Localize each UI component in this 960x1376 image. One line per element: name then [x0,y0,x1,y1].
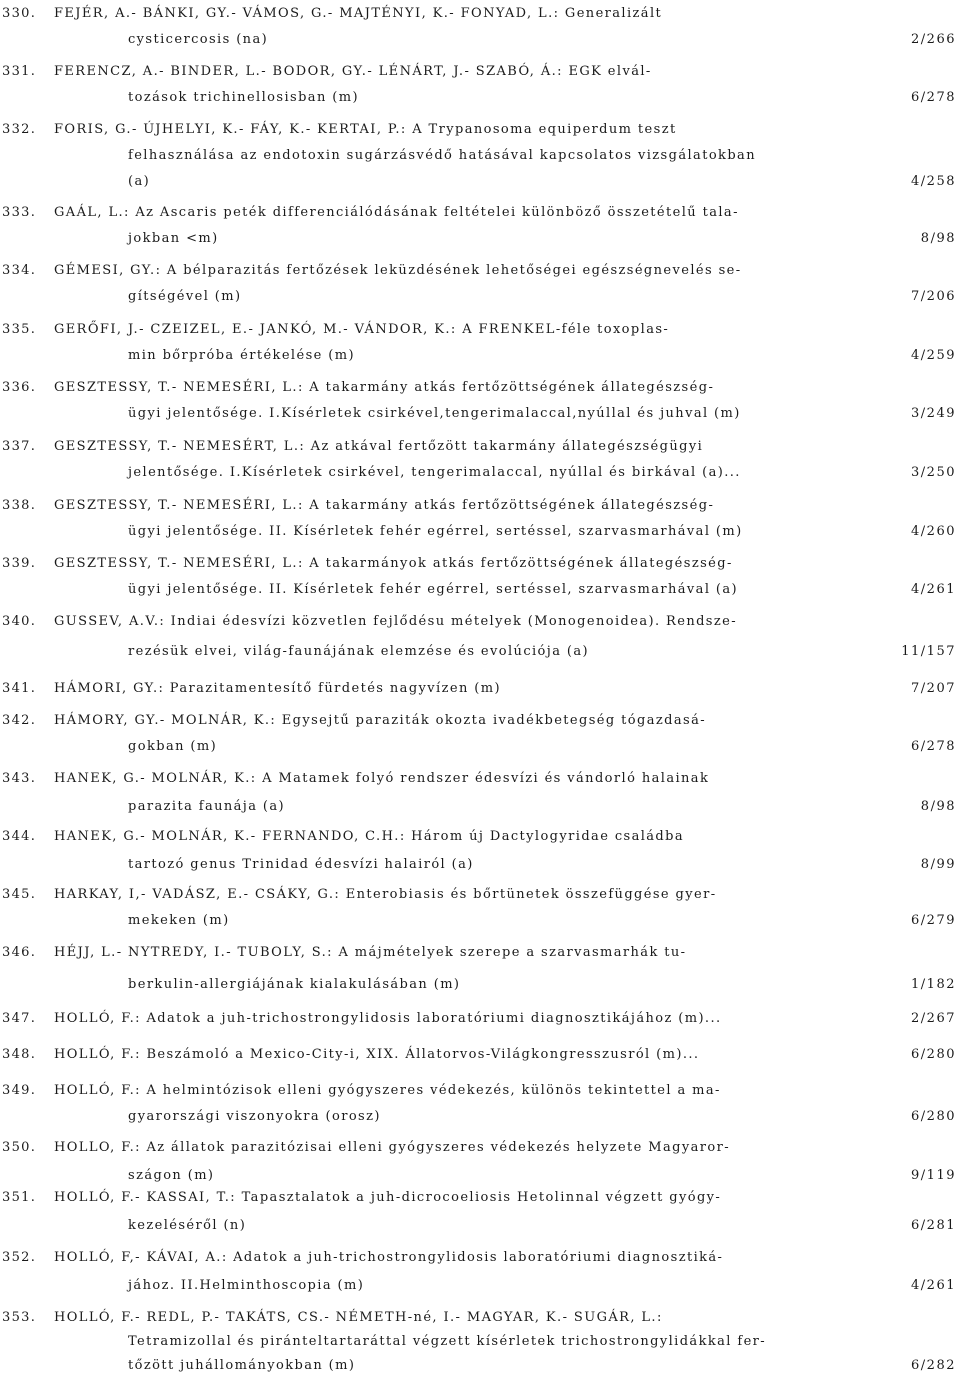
entry-line: gokban (m) [128,739,218,754]
issue-page-reference: 8/99 [920,857,956,872]
issue-page-reference: 6/280 [911,1109,956,1124]
entry-number: 348. [2,1047,37,1062]
entry-number: 352. [2,1250,37,1265]
entry-number: 335. [2,322,37,337]
issue-page-reference: 6/279 [911,913,956,928]
issue-page-reference: 2/267 [911,1011,956,1026]
entry-number: 331. [2,64,37,79]
entry-line: GAÁL, L.: Az Ascaris peték differenciálódásának feltételei különböző összetételű tala- [54,205,739,220]
issue-page-reference: 4/258 [911,174,956,189]
entry-number: 343. [2,771,37,786]
issue-page-reference: 3/250 [911,465,956,480]
entry-line: HANEK, G.- MOLNÁR, K.- FERNANDO, C.H.: Három új Dactylogyridae családba [54,829,685,844]
issue-page-reference: 6/280 [911,1047,956,1062]
entry-line: HOLLÓ, F.- REDL, P.- TAKÁTS, CS.- NÉMETH-né, I.- MAGYAR, K.- SUGÁR, L.: [54,1310,663,1325]
entry-number: 341. [2,681,37,696]
entry-line: HOLLÓ, F.: A helmintózisok elleni gyógyszeres védekezés, különös tekintettel a ma- [54,1083,721,1098]
entry-line: GESZTESSY, T.- NEMESÉRT, L.: Az atkával fertőzött takarmány állategészségügyi [54,439,704,454]
entry-number: 349. [2,1083,37,1098]
issue-page-reference: 7/207 [911,681,956,696]
entry-line: HOLLO, F.: Az állatok parazitózisai elleni gyógyszeres védekezés helyzete Magyaror- [54,1140,731,1155]
entry-line: GESZTESSY, T.- NEMESÉRI, L.: A takarmány atkás fertőzöttségének állategészség- [54,498,715,513]
entry-line: tartozó genus Trinidad édesvízi halairól (a) [128,857,474,872]
entry-number: 333. [2,205,37,220]
entry-line: tőzött juhállományokban (m) [128,1358,356,1373]
entry-line: gyarországi viszonyokra (orosz) [128,1109,381,1124]
entry-line: berkulin-allergiájának kialakulásában (m) [128,977,461,992]
entry-line: jokban <m) [128,231,219,246]
entry-line: Tetramizollal és piránteltartaráttal végzett kísérletek trichostrongylidákkal fer- [128,1334,767,1349]
entry-line: HÁMORI, GY.: Parazitamentesítő fürdetés nagyvízen (m) [54,681,501,696]
entry-line: parazita faunája (a) [128,799,286,814]
entry-line: GERŐFI, J.- CZEIZEL, E.- JANKÓ, M.- VÁNDOR, K.: A FRENKEL-féle toxoplas- [54,322,670,337]
entry-number: 340. [2,614,37,629]
entry-line: ügyi jelentősége. I.Kísérletek csirkével,tengerimalaccal,nyúllal és juhval (m) [128,406,741,421]
entry-number: 346. [2,945,37,960]
entry-number: 344. [2,829,37,844]
entry-number: 342. [2,713,37,728]
issue-page-reference: 7/206 [911,289,956,304]
entry-line: jához. II.Helminthoscopia (m) [128,1278,365,1293]
entry-line: jelentősége. I.Kísérletek csirkével, tengerimalaccal, nyúllal és birkával (a)... [128,465,741,480]
issue-page-reference: 1/182 [911,977,956,992]
entry-line: FEJÉR, A.- BÁNKI, GY.- VÁMOS, G.- MAJTÉNYI, K.- FONYAD, L.: Generalizált [54,6,663,21]
entry-line: rezésük elvei, világ-faunájának elemzése és evolúciója (a) [128,644,589,659]
entry-line: GESZTESSY, T.- NEMESÉRI, L.: A takarmány atkás fertőzöttségének állategészség- [54,380,715,395]
entry-line: GESZTESSY, T.- NEMESÉRI, L.: A takarmányok atkás fertőzöttségének állategészség- [54,556,733,571]
issue-page-reference: 4/261 [911,1278,956,1293]
entry-line: gítségével (m) [128,289,242,304]
entry-line: kezeléséről (n) [128,1218,247,1233]
entry-number: 338. [2,498,37,513]
entry-line: HOLLÓ, F,- KÁVAI, A.: Adatok a juh-trichostrongylidosis laboratóriumi diagnosztiká- [54,1250,724,1265]
issue-page-reference: 4/259 [911,348,956,363]
issue-page-reference: 4/260 [911,524,956,539]
issue-page-reference: 3/249 [911,406,956,421]
issue-page-reference: 2/266 [911,32,956,47]
issue-page-reference: 4/261 [911,582,956,597]
entry-line: mekeken (m) [128,913,230,928]
issue-page-reference: 6/278 [911,739,956,754]
entry-line: GÉMESI, GY.: A bélparazitás fertőzések leküzdésének lehetőségei egészségnevelés se- [54,263,742,278]
issue-page-reference: 8/98 [920,799,956,814]
issue-page-reference: 8/98 [920,231,956,246]
entry-number: 337. [2,439,37,454]
issue-page-reference: 9/119 [911,1168,956,1183]
entry-number: 336. [2,380,37,395]
entry-line: HÁMORY, GY.- MOLNÁR, K.: Egysejtű paraziták okozta ivadékbetegség tógazdasá- [54,713,707,728]
entry-line: HOLLÓ, F.: Adatok a juh-trichostrongylidosis laboratóriumi diagnosztikájához (m)... [54,1011,722,1026]
entry-line: felhasználása az endotoxin sugárzásvédő hatásával kapcsolatos vizsgálatokban [128,148,756,163]
entry-line: GUSSEV, A.V.: Indiai édesvízi közvetlen fejlődésu mételyek (Monogenoidea). Rendsze- [54,614,738,629]
entry-line: FORIS, G.- ÚJHELYI, K.- FÁY, K.- KERTAI, P.: A Trypanosoma equiperdum teszt [54,122,677,137]
entry-line: ügyi jelentősége. II. Kísérletek fehér egérrel, sertéssel, szarvasmarhával (a) [128,582,739,597]
entry-number: 330. [2,6,37,21]
entry-line: cysticercosis (na) [128,32,269,47]
entry-number: 332. [2,122,37,137]
entry-line: min bőrpróba értékelése (m) [128,348,355,363]
entry-line: (a) [128,174,151,189]
entry-line: HOLLÓ, F.- KASSAI, T.: Tapasztalatok a juh-dicrocoeliosis Hetolinnal végzett gyógy- [54,1190,722,1205]
issue-page-reference: 11/157 [901,644,956,659]
entry-line: ügyi jelentősége. II. Kísérletek fehér egérrel, sertéssel, szarvasmarhával (m) [128,524,743,539]
entry-number: 353. [2,1310,37,1325]
issue-page-reference: 6/281 [911,1218,956,1233]
entry-number: 350. [2,1140,37,1155]
entry-line: HÉJJ, L.- NYTREDY, I.- TUBOLY, S.: A májmételyek szerepe a szarvasmarhák tu- [54,945,687,960]
entry-number: 334. [2,263,37,278]
issue-page-reference: 6/278 [911,90,956,105]
entry-line: szágon (m) [128,1168,215,1183]
entry-line: HOLLÓ, F.: Beszámoló a Mexico-City-i, XIX. Állatorvos-Világkongresszusról (m)... [54,1047,700,1062]
issue-page-reference: 6/282 [911,1358,956,1373]
entry-number: 347. [2,1011,37,1026]
entry-line: HANEK, G.- MOLNÁR, K.: A Matamek folyó rendszer édesvízi és vándorló halainak [54,771,710,786]
entry-number: 351. [2,1190,37,1205]
entry-number: 345. [2,887,37,902]
entry-number: 339. [2,556,37,571]
entry-line: HARKAY, I,- VADÁSZ, E.- CSÁKY, G.: Enterobiasis és bőrtünetek összefüggése gyer- [54,887,717,902]
entry-line: FERENCZ, A.- BINDER, L.- BODOR, GY.- LÉNÁRT, J.- SZABÓ, Á.: EGK elvál- [54,64,652,79]
entry-line: tozások trichinellosisban (m) [128,90,359,105]
